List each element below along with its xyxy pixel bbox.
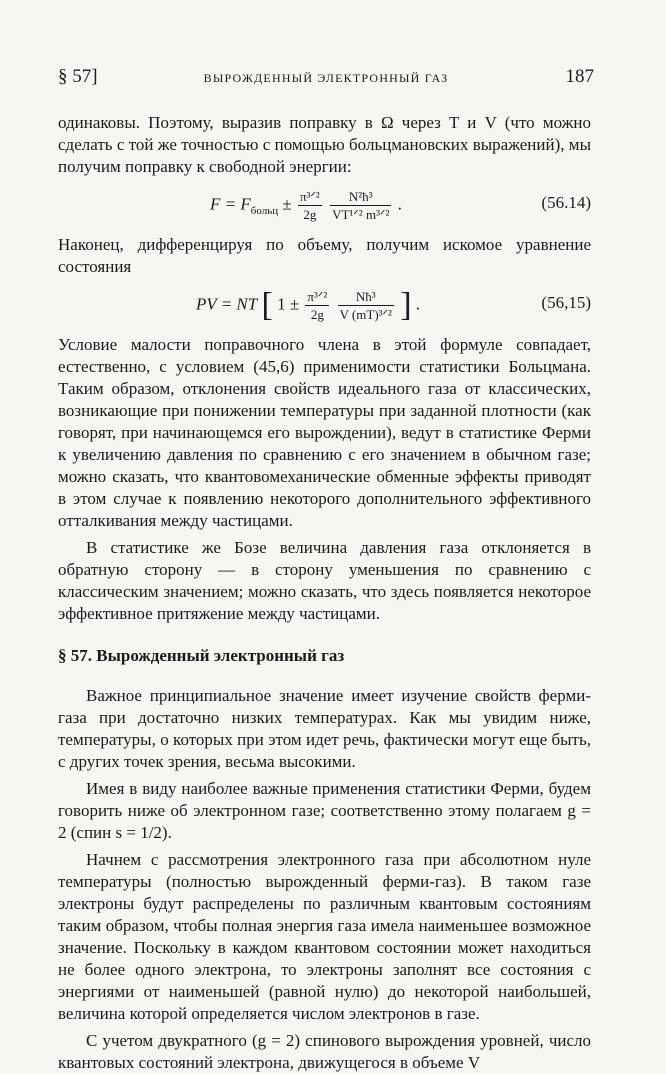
equation-number: (56.14) — [541, 193, 591, 212]
paragraph-smallness: Условие малости поправочного члена в этой формуле совпадает, естественно, с условием (45,6) применимости статистики Больцмана. Таким образом, отклонения свойств идеального газа от классических, возникающие при понижении температуры при заданной плотности (как говорят, при начинающемся его вырождении), ведут в статистике Ферми к увеличению давления по сравнению с его значением в обычном газе; можно сказать, что квантовомеханические обменные эффекты приводят в этом случае к появлению некоторого дополнительного эффективного отталкивания между частицами. — [58, 335, 591, 530]
section-marker: § 57] — [58, 66, 98, 87]
paragraph-fermi: Имея в виду наиболее важные применения статистики Ферми, будем говорить ниже об электронном газе; соответственно этому полагаем g = 2 (спин s = 1/2). — [58, 779, 591, 842]
page-number: 187 — [565, 66, 594, 87]
running-header — [58, 66, 594, 92]
paragraph-intro: одинаковы. Поэтому, выразив поправку в Ω через T и V (что можно сделать с той же точностью с помощью больцмановских выражений), мы получим поправку к свободной энергии: — [58, 113, 591, 176]
formula-expression: $F = F_{больц}$ ± $\frac{\text{π³ᐟ²}}{2g}$ $\frac{\text{N²ħ³}}{\text{VT¹ᐟ² m³ᐟ²}}$ . — [210, 189, 402, 222]
paragraph-bose: В статистике же Бозе величина давления газа отклоняется в обратную сторону — в сторону уменьшения по сравнению с классическим значением; можно сказать, что здесь появляется некоторое эффективное притяжение между частицами. — [58, 538, 591, 623]
equation-number: (56,15) — [541, 293, 591, 312]
paragraph-absolute-zero: Начнем с рассмотрения электронного газа при абсолютном нуле температуры (полностью вырожденный ферми-газ). В таком газе электроны будут распределены по различным квантовым состояниям таким образом, чтобы полная энергия газа имела наименьшее возможное значение. Поскольку в каждом квантовом состоянии может находиться не более одного электрона, то электроны заполнят все состояния с энергиями от наименьшей (равной нулю) до некоторой наибольшей, величина которой определяется числом электронов в газе. — [58, 850, 591, 1023]
fraction-pi-over-2g: $\frac{\text{π³ᐟ²}}{2g}$ — [307, 289, 328, 322]
page-body — [58, 112, 591, 1074]
formula-56-14 — [58, 182, 591, 228]
paragraph-important: Важное принципиальное значение имеет изучение свойств ферми-газа при достаточно низких температурах. Как мы увидим ниже, температуры, о которых при этом идет речь, фактически могут еще быть, с других точек зрения, весьма высокими. — [58, 686, 591, 771]
fraction-n2h3: $\frac{\text{N²ħ³}}{\text{VT¹ᐟ² m³ᐟ²}}$ — [332, 189, 390, 222]
fraction-pi-over-2g: $\frac{\text{π³ᐟ²}}{2g}$ — [299, 189, 320, 222]
formula-56-15 — [58, 282, 591, 328]
running-title: ВЫРОЖДЕННЫЙ ЭЛЕКТРОННЫЙ ГАЗ — [203, 71, 449, 85]
formula-expression: PV = NT [ 1 ± $\frac{\text{π³ᐟ²}}{2g}$ $\frac{\text{Nħ³}}{\text{V (mT)³ᐟ²}}$ ] . — [196, 286, 421, 324]
paragraph-spin: С учетом двукратного (g = 2) спинового вырождения уровней, число квантовых состояний электрона, движущегося в объеме V — [58, 1031, 591, 1072]
section-title: § 57. Вырожденный электронный газ — [58, 646, 345, 665]
fraction-nh3: $\frac{\text{Nħ³}}{\text{V (mT)³ᐟ²}}$ — [339, 289, 392, 322]
paragraph-differentiate: Наконец, дифференцируя по объему, получим искомое уравнение состояния — [58, 235, 591, 276]
